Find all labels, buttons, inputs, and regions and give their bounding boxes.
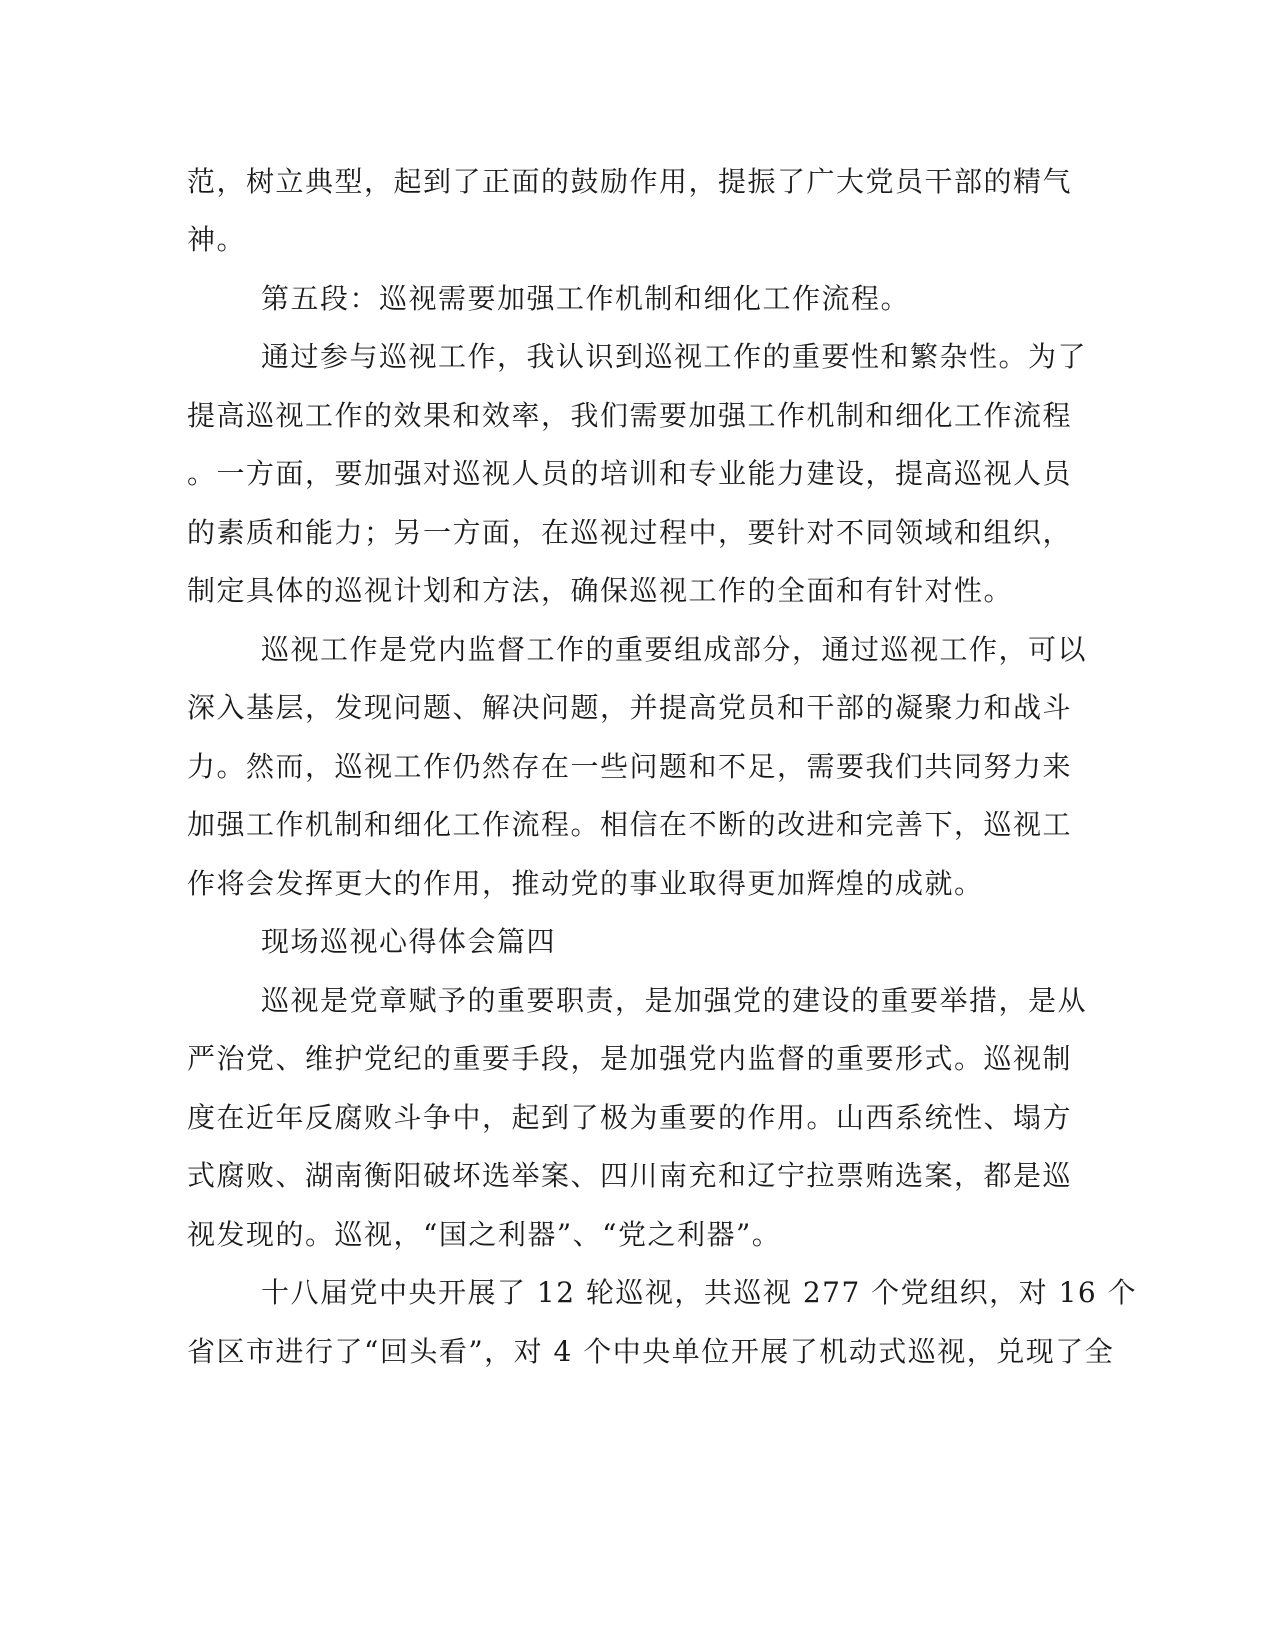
text-line: 度在近年反腐败斗争中，起到了极为重要的作用。山西系统性、塌方: [187, 1101, 1073, 1134]
section-heading: 现场巡视心得体会篇四: [261, 925, 557, 958]
text-line: 力。然而，巡视工作仍然存在一些问题和不足，需要我们共同努力来: [187, 750, 1073, 783]
text-line: 提高巡视工作的效果和效率，我们需要加强工作机制和细化工作流程: [187, 399, 1073, 432]
text-line: 范，树立典型，起到了正面的鼓励作用，提振了广大党员干部的精气: [187, 165, 1073, 198]
text-line: 式腐败、湖南衡阳破坏选举案、四川南充和辽宁拉票贿选案，都是巡: [187, 1159, 1073, 1192]
text-line: 十八届党中央开展了 12 轮巡视，共巡视 277 个党组织，对 16 个: [261, 1276, 1138, 1309]
text-line: 加强工作机制和细化工作流程。相信在不断的改进和完善下，巡视工: [187, 808, 1073, 841]
text-line: 作将会发挥更大的作用，推动党的事业取得更加辉煌的成就。: [187, 867, 984, 900]
section-heading: 第五段：巡视需要加强工作机制和细化工作流程。: [261, 282, 911, 315]
text-line: 的素质和能力；另一方面，在巡视过程中，要针对不同领域和组织，: [187, 516, 1073, 549]
text-line: 深入基层，发现问题、解决问题，并提高党员和干部的凝聚力和战斗: [187, 691, 1073, 724]
text-line: 神。: [187, 223, 247, 256]
text-line: 巡视工作是党内监督工作的重要组成部分，通过巡视工作，可以: [261, 633, 1088, 666]
text-line: 视发现的。巡视，“国之利器”、“党之利器”。: [187, 1218, 782, 1251]
text-line: 。一方面，要加强对巡视人员的培训和专业能力建设，提高巡视人员: [187, 457, 1073, 490]
text-line: 制定具体的巡视计划和方法，确保巡视工作的全面和有针对性。: [187, 574, 1014, 607]
text-line: 严治党、维护党纪的重要手段，是加强党内监督的重要形式。巡视制: [187, 1042, 1073, 1075]
text-line: 巡视是党章赋予的重要职责，是加强党的建设的重要举措，是从: [261, 984, 1088, 1017]
text-line: 通过参与巡视工作，我认识到巡视工作的重要性和繁杂性。为了: [261, 340, 1088, 373]
text-line: 省区市进行了“回头看”，对 4 个中央单位开展了机动式巡视，兑现了全: [187, 1335, 1115, 1368]
